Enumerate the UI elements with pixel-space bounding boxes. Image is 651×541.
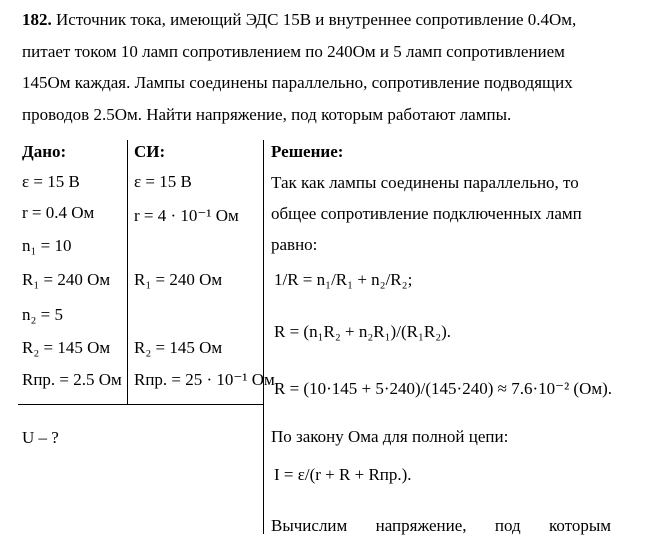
given-item-r2: R₂ = 145 Ом (22, 338, 111, 357)
given-item-r1: R₁ = 240 Ом (22, 270, 111, 289)
si-item-r: r = 4 · 10⁻¹ Ом (134, 206, 239, 225)
given-item-emf: ε = 15 В (22, 172, 80, 191)
divider-si-solution (263, 140, 264, 534)
given-item-r: r = 0.4 Ом (22, 203, 95, 222)
equation-total-resistance: R = (n₁R₂ + n₂R₁)/(R₁R₂). (274, 322, 452, 341)
given-item-rpr: Rпр. = 2.5 Ом (22, 370, 122, 389)
solution-text-1: Так как лампы соединены параллельно, то (271, 173, 579, 192)
divider-given-si (127, 140, 128, 404)
problem-number: 182. (22, 10, 52, 29)
si-item-r1: R₁ = 240 Ом (134, 270, 223, 289)
solution-text-4: По закону Ома для полной цепи: (271, 427, 509, 446)
solution-text-5: Вычислим напряжение, под которым (271, 516, 611, 535)
equation-ohm-law: I = ε/(r + R + Rпр.). (274, 465, 412, 484)
si-item-emf: ε = 15 В (134, 172, 192, 191)
si-header: СИ: (134, 142, 166, 161)
problem-line-1: 182. Источник тока, имеющий ЭДС 15В и внутреннее сопротивление 0.4Ом, (22, 10, 577, 29)
problem-line-3: 145Ом каждая. Лампы соединены параллельно, сопротивление подводящих (22, 73, 573, 92)
si-item-r2: R₂ = 145 Ом (134, 338, 223, 357)
si-item-rpr: Rпр. = 25 · 10⁻¹ Ом (134, 370, 275, 389)
solution-text-2: общее сопротивление подключенных ламп (271, 204, 582, 223)
problem-line-4: проводов 2.5Ом. Найти напряжение, под которым работают лампы. (22, 104, 512, 124)
given-unknown: U – ? (22, 428, 59, 447)
problem-line-2: питает током 10 ламп сопротивлением по 240Ом и 5 ламп сопротивлением (22, 41, 565, 61)
given-header: Дано: (22, 142, 67, 161)
solution-text-3: равно: (271, 235, 318, 254)
equation-resistance-value: R = (10·145 + 5·240)/(145·240) ≈ 7.6·10⁻² (Ом). (274, 379, 613, 398)
given-item-n2: n₂ = 5 (22, 305, 64, 324)
divider-given-unknown (18, 404, 264, 405)
solution-header: Решение: (271, 142, 344, 161)
problem-statement (22, 4, 622, 130)
equation-parallel-resistance: 1/R = n₁/R₁ + n₂/R₂; (274, 270, 413, 289)
given-item-n1: n₁ = 10 (22, 236, 72, 255)
